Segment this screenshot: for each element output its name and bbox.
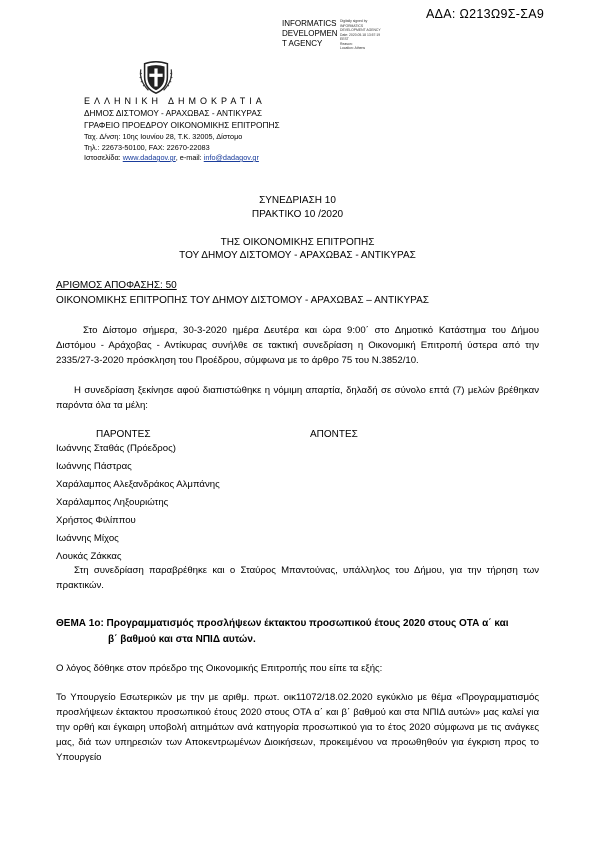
present-member: Χαράλαμπος Ληξουριώτης	[56, 497, 169, 508]
agenda-title-line: ΘΕΜΑ 1ο: Προγραμματισμός προσλήψεων έκτακτου προσωπικού έτους 2020 στους ΟΤΑ α΄ και	[56, 618, 509, 629]
signature-detail: Reason:	[340, 41, 353, 46]
website-label: Ιστοσελίδα:	[84, 153, 121, 162]
signature-detail: Location: Athens	[340, 46, 366, 50]
quorum-paragraph: Η συνεδρίαση ξεκίνησε αφού διαπιστώθηκε η νόμιμη απαρτία, δηλαδή σε σύνολο επτά (7) μελών βρέθηκαν παρόντα όλα τα μέλη:	[56, 385, 539, 411]
signature-detail: INFORMATICS	[340, 23, 364, 28]
website-link[interactable]: www.dadagov.gr	[122, 153, 176, 162]
secretary-paragraph: Στη συνεδρίαση παραβρέθηκε και ο Σταύρος Μπαντούνας, υπάλληλος του Δήμου, για την τήρηση των πρακτικών.	[56, 565, 539, 591]
signer-line: INFORMATICS	[282, 19, 337, 28]
present-header: ΠΑΡΟΝΤΕΣ	[96, 429, 151, 440]
signature-detail: Digitally signed by	[340, 19, 368, 23]
chair-intro-paragraph: Ο λόγος δόθηκε στον πρόεδρο της Οικονομικής Επιτροπής που είπε τα εξής:	[56, 663, 383, 674]
signer-line: DEVELOPMEN	[282, 29, 338, 38]
signer-name	[282, 19, 338, 49]
municipality-name: ΔΗΜΟΣ ΔΙΣΤΟΜΟΥ - ΑΡΑΧΩΒΑΣ - ΑΝΤΙΚΥΡΑΣ	[84, 108, 263, 118]
committee-heading: ΤΗΣ ΟΙΚΟΝΟΜΙΚΗΣ ΕΠΙΤΡΟΠΗΣ	[220, 237, 375, 248]
signature-detail: Date: 2020.05.18 13:57:19	[340, 32, 381, 37]
committee-name-line: ΟΙΚΟΝΟΜΙΚΗΣ ΕΠΙΤΡΟΠΗΣ ΤΟΥ ΔΗΜΟΥ ΔΙΣΤΟΜΟΥ - ΑΡΑΧΩΒΑΣ – ΑΝΤΙΚΥΡΑΣ	[56, 295, 429, 306]
decision-number: ΑΡΙΘΜΟΣ ΑΠΟΦΑΣΗΣ: 50	[56, 280, 177, 291]
country-title: ΕΛΛΗΝΙΚΗ ΔΗΜΟΚΡΑΤΙΑ	[84, 96, 266, 106]
present-member: Ιωάννης Πάστρας	[56, 461, 132, 472]
phone-fax: Τηλ.: 22673-50100, FAX: 22670-22083	[84, 143, 210, 152]
email-label: , e-mail:	[175, 153, 202, 162]
signature-detail: EEST	[340, 37, 349, 41]
digital-signature-details	[340, 19, 381, 51]
present-member: Ιωάννης Σταθάς (Πρόεδρος)	[56, 443, 176, 454]
ministry-paragraph: Το Υπουργείο Εσωτερικών με την με αριθμ. πρωτ. οικ11072/18.02.2020 εγκύκλιο με θέμα «Προγραμματισμός προσλήψεων έκτακτου προσωπικού έτους 2020 στους ΟΤΑ α΄ και β΄ βαθμού και στα ΝΠΙΔ αυτών» μας καλεί για την ορθή και έγκαιρη υποβολή αιτημάτων ανά κατηγορία προσωπικού για το έτος 2020 σύμφωνα με τις ανάγκες μας, διά των υπηρεσιών των Αποκεντρωμένων Διοικήσεων, προκειμένου να προωθηθούν για έγκριση προς το Υπουργείο	[56, 692, 539, 763]
absent-header: ΑΠΟΝΤΕΣ	[310, 429, 358, 440]
agenda-title-line: β΄ βαθμού και στα ΝΠΙΔ αυτών.	[108, 634, 256, 645]
present-member: Χρήστος Φιλίππου	[56, 515, 136, 526]
session-number: ΣΥΝΕΔΡΙΑΣΗ 10	[259, 195, 336, 206]
signature-detail: DEVELOPMENT AGENCY	[340, 28, 381, 32]
opening-paragraph: Στο Δίστομο σήμερα, 30-3-2020 ημέρα Δευτέρα και ώρα 9:00΄ στο Δημοτικό Κατάστημα του Δήμου Διστόμου - Αράχοβας - Αντίκυρας συνήλθε σε τακτική συνεδρίαση η Οικονομική Επιτροπή ύστερα από την 2335/27-3-2020 πρόσκληση του Προέδρου, σύμφωνα με το άρθρο 75 του Ν.3852/10.	[56, 325, 539, 366]
ada-code: ΑΔΑ: Ω213Ω9Σ-ΣΑ9	[426, 7, 545, 21]
municipality-heading: ΤΟΥ ΔΗΜΟΥ ΔΙΣΤΟΜΟΥ - ΑΡΑΧΩΒΑΣ - ΑΝΤΙΚΥΡΑΣ	[179, 250, 416, 261]
present-member: Χαράλαμπος Αλεξανδράκος Αλμπάνης	[56, 479, 220, 490]
signer-line: T AGENCY	[282, 39, 323, 48]
present-member: Λουκάς Ζάκκας	[56, 551, 122, 562]
contact-line	[84, 153, 259, 162]
coat-of-arms-icon	[137, 58, 175, 96]
present-member: Ιωάννης Μίχος	[56, 533, 119, 544]
office-name: ΓΡΑΦΕΙΟ ΠΡΟΕΔΡΟΥ ΟΙΚΟΝΟΜΙΚΗΣ ΕΠΙΤΡΟΠΗΣ	[84, 120, 280, 130]
minutes-number: ΠΡΑΚΤΙΚΟ 10 /2020	[251, 209, 344, 220]
address: Ταχ. Δ/νση: 10ης Ιουνίου 28, Τ.Κ. 32005, Δίστομο	[84, 132, 243, 141]
agenda-item-title	[56, 616, 539, 648]
email-link[interactable]: info@dadagov.gr	[203, 153, 259, 162]
